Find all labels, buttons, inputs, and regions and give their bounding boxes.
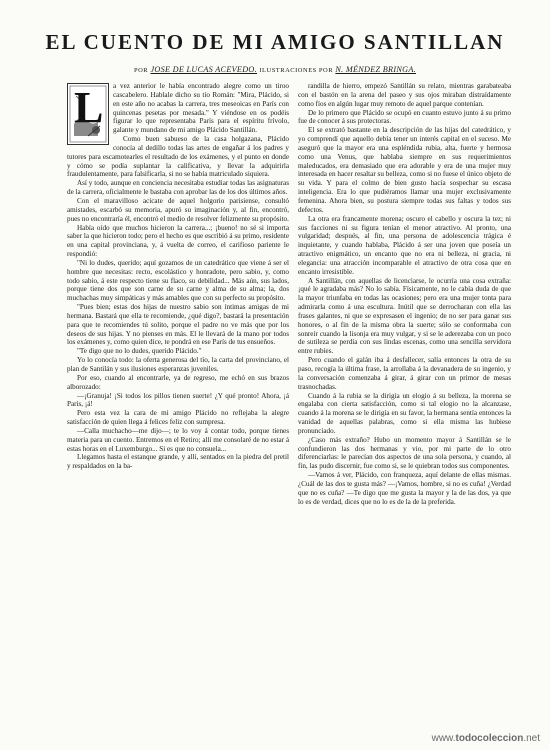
illustrator-name: N. MÉNDEZ BRINGA. [335,65,417,74]
watermark [432,733,540,744]
paragraph: Había oído que muchos hicieron la carrera...; ¡bueno! no sé si importa saber la que hicieron todo; pero el hecho es que escribió á su primo, residente en una capital provinciana, y, á vuelta de correo, el carifioso pariente le respondió: [67,223,289,259]
paragraph: ¿Caso más extraño? Hubo un momento mayor á Santillán se le confundieron las dos hermanas y vio, por mi parte de lo otro diferenciarlas: le parecían dos aspectos de una sola persona, y cuando, al fin, las pudo discernir, fue como si, se le quiebran todos sus componentes. [298,435,511,471]
paragraph: Pero esta vez la cara de mi amigo Plácido no reflejaba la alegre satisfacción de quien llega á felices feliz con sumpresa. [67,409,289,427]
watermark-suffix: .net [523,733,540,744]
right-paragraphs [298,82,511,507]
paragraph: La otra era francamente morena; oscuro el cabello y oscura la tez; ni sus facciones ni su figura tenían el menor atractivo. Al pronto, una vulgaridad; después, al fin, una persona de adolescencia trágica é inquietante, y cuando hablaba, Plácido á ser una joven que poseía un atractivo enigmático, un encanto que no era ni belleza, ni gracia, ni elegancia: una atracción incomparable el atractivo de otra cosa que en encanto irresistible. [298,214,511,276]
watermark-brand: todocoleccion [455,733,524,744]
illustrated-dropcap [67,83,109,145]
paragraph: "Te digo que no lo dudes, querido Plácido." [77,347,202,356]
paragraph: Así y todo, aunque en conciencia necesitaba estudiar todas las asignaturas de la carrera, oficialmente le bastaba con aprobar las de los dos últimos años. [67,179,289,197]
byline-illustrations: ILUSTRACIONES POR [259,67,334,74]
paragraph: Yo lo conocía todo: la oferta generosa del tío, la carta del provinciano, el plan de Santilán y sus ilusiones esperanzas juveniles. [67,356,289,373]
paragraph: —Vamos á ver, Plácido, con franqueza, aquí delante de ellas mismas. ¿Cuál de las dos te gusta más? —¡Vamos, hombre, si no es cuña! ¿Verdad que no es cuña? —Te digo que me gusta la mayor y la de las dos, ya que lo es de verdad, dices que no lo es de la de la preferida. [298,471,511,506]
paragraph: Pero cuando el galán iba á desfallecer, salía entonces la otra de su paso, recogía la última frase, la arrollaba á la devanadera de su ingenio, y la conversación comenzaba á girar, á girar con un primor de mesas trasnochadas. [298,356,511,391]
dropcap-letter: L [74,83,104,132]
paragraph: El se extrató bastante en la descripción de las hijas del catedrático, y yo comprendí que aquello debía tener un interés capital en el suceso. Me aseguró que la mayor era una espléndida rubia, alta, fuerte y hermosa como una Venus, que hablaba siempre en sus requerimientos maleducados, era demasiado que era adorable y era de una mujer muy interesada en hacer resaltar su belleza, como si no fuese el único objeto de su vida. Y para el colmo de bien gusto hacía sospechar su escasa inteligencia. Era lo que pudiéramos llamar una mujer exclusivamente femenina. Ahora bien, su postura siempre todas sus faltas y todos sus defectos. [298,126,511,214]
left-column [67,82,289,732]
watermark-prefix: www. [431,733,456,744]
paragraph: Como buen sabueso de la casa holgazana, Plácido conocía al dedillo todas las artes de engañar á los padres y tutores para escamotearles el resultado de los exámenes, y el punto en donde y cómo se podía suplantar la calificativa, y llevar la adquirirla fraudulentamente, para falsificarla, si no se había matriculado siquiera. [67,135,289,179]
first-paragraph-text: a vez anterior le había encontrado alegre como un tiroo cascabelero. Hablale dicho su tío Román: "Mira, Plácido, si en este año no acabas la carrera, tres meseoicas en París con quincenas pesetas por mesada." Y viéndose en os podéis figurar lo que representaba París para el espíritu frívolo, galante y mundano de mi amigo Plácido Santillán. [113,82,289,135]
paragraph: Cuando á la rubia se la dirigía un elogio á su belleza, la morena se engalaba con cierta satisfacción, como si tal elogio no la alcanzase, cuando á la morena se le dirigía en su favor, la hermana sentía entonces la vanidad de aquellas palabras, como si ella misma las hubiese pronunciado. [298,391,511,435]
paragraph: Con el maravilloso acicate de aquel holgorio parisiense, consultó amistades, escarbó su memoria, apuró su imaginación y, al fin, encontró, pues no encontraría él, encontró el medio de resolver felizmente su propósito. [67,196,289,223]
paragraph: randilla de hierro, empezó Santillán su relato, mientras garabateaba con el bastón en la arena del paseo y sus ojos miraban distraídamente como fíos en algún lugar muy remoto de aquel parque contenían. [298,82,511,108]
paragraph: Llegamos hasta el estanque grande, y allí, sentados en la piedra del pretil y respaldados en la ba- [67,453,289,471]
paragraph: Por eso, cuando al encontrarle, ya de regreso, me echó en sus brazos alborozado: [67,373,289,391]
paragraph: "Pues bien; estas dos hijas de nuestro sabio son íntimas amigas de mi hermana. Bastará que ella te recomiende, ¿qué digo?, bastará la presentación para que te recomiendes tú solito, porque el padre no ve más que por los deseos de sus hijas. Y no pienses en más. El le llevará de la mano por todos los exámenes y, como quien dice, te pondrá en ese París de tus ensueños. [67,303,289,347]
left-paragraphs [67,135,289,471]
right-column [298,82,511,732]
paragraph: A Santillán, con aquellas de licenciarse, le ocurría una cosa extraña: ¡qué le agradaba más? No lo sabía. Físicamente, no le cabía duda de que la mayor triunfaba en todas las ocasiones; pero era una mujer tonta para admirarla como á una escultura. Inútil que se derrocharan con ella las frases galantes, ni que se expresasen el ingenio; de no ser para ganar sus honores, o al fin de la misma obra la suerte; sólo se conformaba con sonreír cuando la lisonja era muy vulgar, y si se le aderezaba con un poco de sutileza se perdía con sus lindas escenas, como una sencilla servidora entre rubíes. [298,276,511,356]
byline-por: POR [133,67,149,74]
byline [0,65,550,74]
paragraph: "Ni lo dudes, querido; aquí gozamos de un catedrático que viene á ser el hombre que necesitas: recto, escolástico y honradote, pero sabio, y, como todo sabio, á este respecto tiene su flaco, su debilidad... Más aún, sus lados, porque tiene dos que son carne de su carne y alma de su alma; la, dos muchachas muy simpáticas y más amables que con su perfecto su propósito. [67,258,289,303]
paragraph: —Calla muchacho—me dijo—; te lo voy á contar todo, porque tienes materia para un cuento. Entremos en el Retiro; allí me consolaré de no estar á estas horas en el Luxemburgo... Si es que no consuela... [67,426,289,453]
article-title: EL CUENTO DE MI AMIGO SANTILLAN [45,30,505,54]
paragraph: De lo primero que Plácido se ocupó en cuanto estuvo junto á su primo fue de conocer á sus protectoras. [298,108,511,126]
first-paragraph [67,82,289,135]
paragraph: —¡Granuja! ¡Si todos los pillos tienen suerte! ¿Y qué pronto! Ahora, ¡á París, ¡á! [67,391,289,409]
author-name: JOSE DE LUCAS ACEVEDO. [150,65,257,74]
